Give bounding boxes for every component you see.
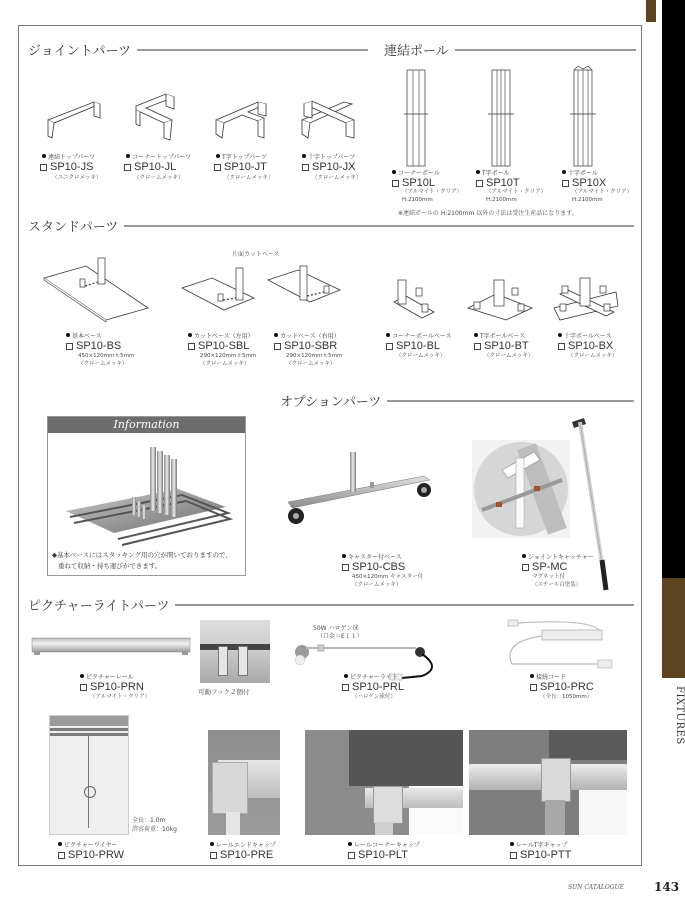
item-note-line: 450×120mm t:5mm [78, 353, 135, 359]
cross-pole-illustration [570, 66, 596, 168]
item-name-text: 連結トップパーツ [48, 154, 96, 161]
checkbox-icon [342, 564, 349, 571]
item-name [58, 840, 118, 849]
checkbox-icon [58, 852, 65, 859]
item-note: （ハロゲン球付） [352, 694, 396, 700]
item-name [274, 331, 340, 340]
rail-slot [200, 644, 270, 650]
information-line: ◆基本ベースにはスタッキング用の穴が開いておりますので、 [52, 551, 232, 559]
item-note: （クロームメッキ） [312, 175, 362, 181]
section-rule [450, 49, 636, 51]
item-name-text: コーナーポールベース [392, 333, 452, 340]
item-name-text: 十字トップパーツ [308, 154, 356, 161]
cut-base-label: 片面カットベース [232, 251, 280, 258]
item-name-text: ピクチャーワイヤー [64, 842, 118, 849]
item-code-text: SP10L [402, 177, 436, 189]
wire-spec [132, 816, 177, 834]
item-name [302, 152, 355, 161]
checkbox-icon [476, 180, 483, 187]
item-name-text: ピクチャーライト [350, 674, 398, 681]
item-code-text: SP10-PRC [540, 681, 594, 693]
item-name [392, 168, 440, 177]
item-code-text: SP10-BL [396, 340, 441, 352]
bullet-icon [344, 674, 348, 678]
bullet-icon [562, 170, 566, 174]
section-tab-marker [646, 0, 656, 22]
bullet-icon [386, 333, 390, 337]
item-note [200, 352, 256, 368]
movable-hook-photo [200, 620, 270, 683]
hook-caption: 可動フック２個付 [198, 688, 250, 696]
section-rule [382, 400, 634, 402]
item-note: （クロームメッキ） [224, 175, 274, 181]
item-name-text: 十字ポール [568, 170, 598, 177]
bullet-icon [126, 154, 130, 158]
item-name [80, 672, 134, 681]
item-name [562, 168, 598, 177]
t-pole-base-illustration [466, 278, 536, 323]
item-name [42, 152, 95, 161]
cut-base-right-illustration [266, 266, 341, 326]
item-code-text: SP10-BT [484, 340, 529, 352]
item-note: （クロームメッキ） [134, 175, 184, 181]
section-title-joint: ジョイントパーツ [28, 40, 137, 59]
item-name-text: カットベース（左用） [194, 333, 254, 340]
panel-top [549, 730, 627, 760]
picture-rail-photo [32, 636, 192, 656]
bullet-icon [58, 842, 62, 846]
pole-body [226, 812, 240, 835]
side-index-active [662, 578, 685, 678]
joint-t-illustration [212, 96, 274, 141]
item-code [510, 849, 571, 861]
side-index-bar [662, 0, 685, 578]
bullet-icon [216, 154, 220, 158]
checkbox-icon [522, 564, 529, 571]
item-note [402, 188, 462, 204]
bullet-icon [510, 842, 514, 846]
side-section-label: FIXTURES [674, 686, 685, 745]
caster-base-photo [284, 446, 434, 528]
item-code [342, 561, 405, 573]
item-note-line: （アルマイト・クリア） [572, 189, 633, 195]
rail-groove [50, 733, 128, 736]
item-name-text: レールT字キャップ [516, 842, 568, 849]
picture-wire-photo [49, 715, 129, 835]
item-note: （クロームメッキ） [484, 353, 534, 359]
item-code-text: SP10-SBR [284, 340, 338, 352]
checkbox-icon [558, 343, 565, 350]
item-note-line: 290×120mm t:5mm [286, 353, 343, 359]
item-name-text: コーナートップパーツ [132, 154, 192, 161]
item-name [342, 552, 402, 561]
bullet-icon [42, 154, 46, 158]
item-note [572, 188, 632, 204]
item-note-line: （スチール白塗装） [532, 582, 582, 588]
checkbox-icon [214, 164, 221, 171]
hook-shape [238, 646, 248, 676]
item-note-line: （アルマイト・クリア） [402, 189, 463, 195]
item-note-line: マグネット付 [532, 574, 565, 580]
bullet-icon [474, 333, 478, 337]
bullet-icon [476, 170, 480, 174]
wire-spec-line: 許容荷重：10kg [132, 826, 177, 833]
checkbox-icon [124, 164, 131, 171]
item-code-text: SP10-PRL [352, 681, 404, 693]
item-name-text: レールコーナーキャップ [354, 842, 420, 849]
joint-cross-illustration [298, 96, 360, 141]
item-name [522, 552, 594, 561]
rail-top [50, 716, 128, 726]
information-header: Information [48, 417, 245, 433]
item-name [510, 840, 568, 849]
bullet-icon [66, 333, 70, 337]
item-name-text: レールエンドキャップ [216, 842, 276, 849]
bullet-icon [530, 674, 534, 678]
item-name [344, 672, 398, 681]
bulb-label [313, 625, 363, 641]
item-code-text: SP10-JT [224, 161, 267, 173]
checkbox-icon [66, 343, 73, 350]
rail-groove [50, 728, 128, 731]
checkbox-icon [342, 684, 349, 691]
item-name [66, 331, 102, 340]
stacked-bases-photo [66, 441, 226, 545]
item-code [558, 340, 613, 352]
item-code [210, 849, 273, 861]
checkbox-icon [302, 164, 309, 171]
checkbox-icon [530, 684, 537, 691]
item-note [532, 573, 581, 589]
item-code [124, 161, 176, 173]
pole-body [375, 822, 393, 835]
checkbox-icon [386, 343, 393, 350]
item-code-text: SP10-PRW [68, 849, 125, 861]
item-name [216, 152, 267, 161]
item-name [348, 840, 420, 849]
item-code-text: SP10-JL [134, 161, 177, 173]
joint-corner-illustration [130, 92, 190, 142]
item-note [286, 352, 342, 368]
checkbox-icon [474, 343, 481, 350]
corner-pole-illustration [404, 68, 430, 168]
item-code-text: SP10-PRN [90, 681, 144, 693]
bullet-icon [274, 333, 278, 337]
item-name-text: 十字ポールベース [564, 333, 612, 340]
wire-spec-line: 全長：1.0m [132, 817, 166, 824]
item-name-text: ジョイントキャッチャー [528, 554, 594, 561]
item-name [474, 331, 525, 340]
item-code [66, 340, 121, 352]
joint-straight-illustration [44, 96, 104, 141]
section-title-stand: スタンドパーツ [28, 216, 124, 235]
item-name [126, 152, 191, 161]
item-note-line: 290×120mm t:5mm [200, 353, 257, 359]
item-code [474, 340, 529, 352]
pole-footnote: ※連結ポールの H:2100mm 以外の寸法は受注生産品になります。 [398, 210, 578, 217]
bullet-icon [348, 842, 352, 846]
bullet-icon [302, 154, 306, 158]
section-rule [116, 225, 634, 227]
bullet-icon [342, 554, 346, 558]
item-name [558, 331, 612, 340]
checkbox-icon [348, 852, 355, 859]
item-name-text: T字ポールベース [480, 333, 526, 340]
item-code [386, 340, 440, 352]
item-code [348, 849, 408, 861]
item-name-text: 接続コード [536, 674, 567, 681]
bulb-label-line: （口金＝E１１） [317, 633, 363, 640]
item-code [58, 849, 124, 861]
item-name [386, 331, 452, 340]
section-title-pole: 連結ポール [384, 40, 455, 59]
item-code [302, 161, 355, 173]
corner-pole-base-illustration [392, 278, 442, 323]
information-box [47, 416, 246, 576]
item-code [522, 561, 567, 573]
item-code-text: SP10-JX [312, 161, 356, 173]
wire-line [88, 736, 89, 828]
item-code-text: SP10-CBS [352, 561, 406, 573]
basic-base-illustration [40, 260, 150, 330]
panel-top [349, 730, 463, 786]
pole-body [545, 800, 565, 835]
section-rule [164, 604, 634, 606]
bulb-label-line: 50W ハロゲン球 [313, 625, 359, 632]
item-code-text: SP10T [486, 177, 520, 189]
hook-shape [218, 646, 228, 676]
catalog-name: SUN CATALOGUE [568, 884, 625, 891]
bullet-icon [522, 554, 526, 558]
item-code-text: SP10X [572, 177, 607, 189]
bullet-icon [558, 333, 562, 337]
item-code-text: SP10-PTT [520, 849, 572, 861]
item-note [486, 188, 546, 204]
item-note-line: （クロームメッキ） [200, 361, 250, 367]
item-code [40, 161, 93, 173]
item-note: （クロームメッキ） [568, 353, 618, 359]
checkbox-icon [188, 343, 195, 350]
cut-base-left-illustration [180, 268, 255, 328]
item-note-line: （クロームメッキ） [352, 582, 402, 588]
item-code [188, 340, 249, 352]
connection-cord-photo [502, 618, 622, 676]
item-note-line: （クロームメッキ） [286, 361, 336, 367]
corner-cap [373, 786, 403, 824]
item-name [210, 840, 276, 849]
rail-corner-cap-photo [305, 730, 463, 835]
item-name-text: T字ポール [482, 170, 510, 177]
bullet-icon [392, 170, 396, 174]
information-line: 重ねて収納・持ち運びができます。 [58, 562, 162, 570]
item-note [78, 352, 134, 368]
item-note-line: H:2100mm [486, 197, 517, 203]
checkbox-icon [510, 852, 517, 859]
item-note [352, 573, 423, 589]
item-note: （クロームメッキ） [396, 353, 446, 359]
item-code-text: SP10-PLT [358, 849, 408, 861]
item-code-text: SP10-JS [50, 161, 94, 173]
item-note-line: 450×120mm キャスター付 [352, 574, 424, 580]
section-title-option: オプションパーツ [280, 391, 387, 410]
t-cap [541, 758, 571, 802]
item-note: （アルマイト・クリア） [90, 694, 151, 700]
bullet-icon [210, 842, 214, 846]
item-name-text: ピクチャーレール [86, 674, 134, 681]
information-text [52, 550, 232, 572]
item-code [530, 681, 594, 693]
end-cap [212, 762, 248, 814]
item-name-text: カットベース（右用） [280, 333, 340, 340]
section-title-picture: ピクチャーライトパーツ [28, 595, 175, 614]
item-name [530, 672, 566, 681]
item-code [214, 161, 267, 173]
page-number: 143 [654, 880, 680, 894]
item-code-text: SP10-PRE [220, 849, 274, 861]
item-note-line: H:2100mm [572, 197, 603, 203]
item-code [342, 681, 404, 693]
checkbox-icon [80, 684, 87, 691]
item-name [188, 331, 254, 340]
joint-catcher-rod-photo [568, 414, 608, 594]
wire-hook [84, 786, 96, 798]
checkbox-icon [210, 852, 217, 859]
item-code-text: SP10-SBL [198, 340, 250, 352]
checkbox-icon [274, 343, 281, 350]
item-note-line: （アルマイト・クリア） [486, 189, 547, 195]
t-pole-illustration [488, 68, 514, 168]
item-code-text: SP10-BS [76, 340, 122, 352]
item-note: （全長：1050mm） [540, 694, 593, 700]
rail-end-cap-photo [208, 730, 280, 835]
checkbox-icon [40, 164, 47, 171]
item-note-line: （クロームメッキ） [78, 361, 128, 367]
item-name-text: T字トップパーツ [222, 154, 267, 161]
item-name-text: キャスター付ベース [348, 554, 402, 561]
item-code [80, 681, 144, 693]
item-name-text: 基本ベース [72, 333, 102, 340]
checkbox-icon [392, 180, 399, 187]
item-note-line: H:2100mm [402, 197, 433, 203]
bullet-icon [80, 674, 84, 678]
item-name-text: コーナーポール [398, 170, 440, 177]
section-rule [128, 49, 368, 51]
checkbox-icon [562, 180, 569, 187]
item-code-text: SP-MC [532, 561, 568, 573]
item-name [476, 168, 510, 177]
bullet-icon [188, 333, 192, 337]
rail-t-cap-photo [469, 730, 627, 835]
cross-pole-base-illustration [552, 276, 622, 324]
item-code [274, 340, 337, 352]
item-note: （ユニクロメッキ） [52, 175, 102, 181]
item-code-text: SP10-BX [568, 340, 614, 352]
joint-catcher-detail-photo [472, 440, 570, 538]
